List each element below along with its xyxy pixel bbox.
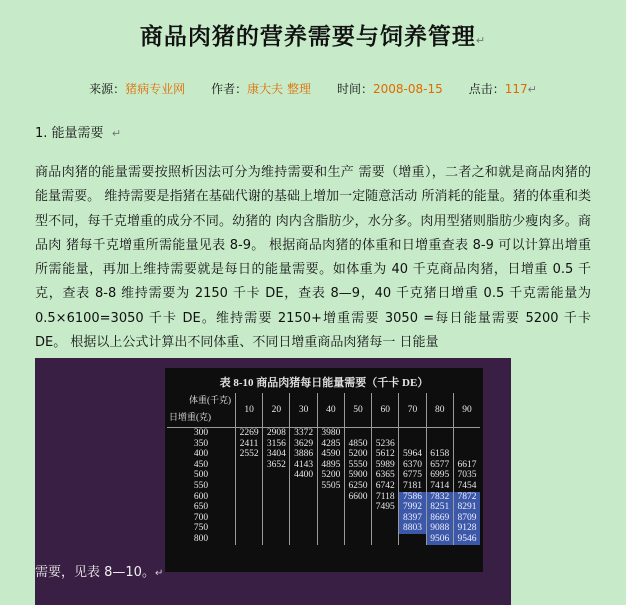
table-column-header: 30 <box>290 393 317 428</box>
table-row <box>167 428 480 439</box>
table-cell: 2908 <box>263 428 290 439</box>
table-row <box>167 439 480 450</box>
section-heading <box>35 122 121 141</box>
table-cell <box>453 428 480 439</box>
table-cell <box>372 428 399 439</box>
table-column-header: 40 <box>317 393 344 428</box>
energy-table <box>167 393 480 545</box>
table-column-header: 70 <box>399 393 426 428</box>
table-cell <box>344 428 371 439</box>
table-cell <box>236 470 263 481</box>
energy-table-image <box>165 368 483 572</box>
corner-gain-label: 日增重(克) <box>169 412 211 423</box>
author-label: 作者： <box>211 82 248 96</box>
table-cell <box>344 534 371 545</box>
table-cell: 6370 <box>399 460 426 471</box>
table-cell: 9506 <box>426 534 453 545</box>
table-cell <box>263 502 290 513</box>
table-cell <box>399 439 426 450</box>
table-column-header: 90 <box>453 393 480 428</box>
table-cell: 5989 <box>372 460 399 471</box>
table-cell: 8397 <box>399 513 426 524</box>
paragraph-mark-icon: ↵ <box>154 568 164 579</box>
table-cell: 3980 <box>317 428 344 439</box>
table-cell <box>263 481 290 492</box>
table-row <box>167 513 480 524</box>
table-cell: 4285 <box>317 439 344 450</box>
time-value: 2008-08-15 <box>373 82 443 96</box>
table-cell <box>236 534 263 545</box>
table-cell: 7586 <box>399 492 426 503</box>
table-cell: 5612 <box>372 449 399 460</box>
footer-text: 需要，见表 8—10。 <box>35 565 155 580</box>
table-cell: 4895 <box>317 460 344 471</box>
table-cell: 4590 <box>317 449 344 460</box>
table-cell: 6365 <box>372 470 399 481</box>
table-cell: 4400 <box>290 470 317 481</box>
time-label: 时间： <box>336 82 373 96</box>
table-cell <box>372 513 399 524</box>
table-cell <box>263 470 290 481</box>
table-row-gain: 600 <box>193 491 209 502</box>
table-cell: 5236 <box>372 439 399 450</box>
author-value: 康大夫 整理 <box>247 82 311 96</box>
table-cell <box>317 523 344 534</box>
table-row-gain: 450 <box>193 459 209 470</box>
paragraph-mark-icon: ↵ <box>527 83 537 96</box>
table-cell <box>399 428 426 439</box>
paragraph-mark-icon: ↵ <box>475 34 487 47</box>
table-cell <box>236 481 263 492</box>
table-cell: 9088 <box>426 523 453 534</box>
table-cell: 4850 <box>344 439 371 450</box>
table-cell: 9546 <box>453 534 480 545</box>
table-cell <box>344 502 371 513</box>
table-cell: 8803 <box>399 523 426 534</box>
table-cell: 3372 <box>290 428 317 439</box>
table-cell: 7992 <box>399 502 426 513</box>
table-cell: 6617 <box>453 460 480 471</box>
table-cell <box>344 523 371 534</box>
article-footer <box>35 561 163 580</box>
table-cell <box>290 492 317 503</box>
article-body: 商品肉猪的能量需要按照析因法可分为维持需要和生产 需要（增重），二者之和就是商品肉猪的能量需要。 维持需要是指猪在基础代谢的基础上增加一定随意活动 所消耗的能量。猪的体重和类型不同，每千克增重的成分不同。幼猪的 肉内含脂肪少，水分多。肉用型猪则脂肪少瘦肉多。商品肉 猪每千克增重所需能量见表 8-9。 根据商品肉猪的体重和日增重查表 8-9 可以计算出增重 所需能量，再加上维持需要就是每日的能量需要。如体重为 40 千克商品肉猪，日增重 0.5 千克，查表 8-8 维持需要为 2150 千卡 DE，查表 8—9，40 千克猪日增重 0.5 千克需能量为 0.5×6100=3050 千卡 DE。维持需要 2150+增重需要 3050 =每日能量需要 5200 千卡 DE。 根据以上公式计算出不同体重、不同日增重商品肉猪每一 日能量 <box>35 165 591 351</box>
table-cell: 5200 <box>317 470 344 481</box>
table-cell: 6742 <box>372 481 399 492</box>
table-row-gain: 800 <box>193 533 209 544</box>
paragraph-mark-icon: ↵ <box>111 127 122 140</box>
table-cell: 7118 <box>372 492 399 503</box>
table-cell <box>372 534 399 545</box>
table-cell <box>290 534 317 545</box>
table-cell: 5550 <box>344 460 371 471</box>
table-cell <box>263 513 290 524</box>
table-row <box>167 481 480 492</box>
table-cell: 2552 <box>236 449 263 460</box>
table-cell: 6775 <box>399 470 426 481</box>
table-cell: 6250 <box>344 481 371 492</box>
article-meta <box>0 80 626 97</box>
table-cell <box>290 513 317 524</box>
table-cell: 6577 <box>426 460 453 471</box>
table-cell <box>263 523 290 534</box>
clicks-label: 点击： <box>468 82 505 96</box>
table-cell: 4143 <box>290 460 317 471</box>
table-cell: 6995 <box>426 470 453 481</box>
table-cell <box>236 502 263 513</box>
table-cell: 5964 <box>399 449 426 460</box>
table-cell <box>263 534 290 545</box>
section-heading-text: 1. 能量需要 <box>35 126 104 141</box>
table-row-gain: 350 <box>193 438 209 449</box>
table-cell: 6600 <box>344 492 371 503</box>
table-cell <box>372 523 399 534</box>
article-title <box>0 18 626 51</box>
table-cell: 8709 <box>453 513 480 524</box>
table-cell <box>290 481 317 492</box>
table-row-gain: 700 <box>193 512 209 523</box>
table-cell: 5200 <box>344 449 371 460</box>
table-cell: 7832 <box>426 492 453 503</box>
table-cell: 3629 <box>290 439 317 450</box>
corner-weight-label: 体重(千克) <box>189 395 231 405</box>
table-cell: 2411 <box>236 439 263 450</box>
table-cell: 7454 <box>453 481 480 492</box>
table-caption: 表 8-10 商品肉猪每日能量需要（千卡 DE） <box>219 377 429 389</box>
table-cell: 9128 <box>453 523 480 534</box>
table-column-header: 80 <box>426 393 453 428</box>
table-column-header: 10 <box>236 393 263 428</box>
table-row-gain: 400 <box>193 449 209 460</box>
table-column-header: 60 <box>372 393 399 428</box>
table-cell: 8291 <box>453 502 480 513</box>
table-row <box>167 502 480 513</box>
table-row <box>167 449 480 460</box>
table-cell <box>290 502 317 513</box>
table-cell: 7872 <box>453 492 480 503</box>
table-cell <box>344 513 371 524</box>
table-cell <box>290 523 317 534</box>
table-cell <box>453 439 480 450</box>
article-title-text: 商品肉猪的营养需要与饲养管理 <box>139 24 476 50</box>
table-cell: 7181 <box>399 481 426 492</box>
table-row <box>167 492 480 503</box>
table-cell <box>317 534 344 545</box>
table-cell <box>399 534 426 545</box>
table-cell <box>317 492 344 503</box>
clicks-value: 117 <box>504 82 528 96</box>
table-column-header: 50 <box>344 393 371 428</box>
table-cell <box>236 523 263 534</box>
table-cell: 3886 <box>290 449 317 460</box>
table-row <box>167 470 480 481</box>
table-row-gain: 750 <box>193 523 209 534</box>
table-row-gain: 650 <box>193 502 209 513</box>
table-cell: 5505 <box>317 481 344 492</box>
table-cell: 3156 <box>263 439 290 450</box>
table-cell: 8251 <box>426 502 453 513</box>
table-row <box>167 523 480 534</box>
table-cell <box>317 502 344 513</box>
table-cell: 2269 <box>236 428 263 439</box>
table-corner-header <box>167 393 236 428</box>
table-column-header: 20 <box>263 393 290 428</box>
table-cell: 6158 <box>426 449 453 460</box>
table-row <box>167 534 480 545</box>
table-cell: 3404 <box>263 449 290 460</box>
table-row-gain: 500 <box>193 470 209 481</box>
table-cell <box>263 492 290 503</box>
source-label: 来源： <box>89 82 126 96</box>
table-row-gain: 300 <box>193 428 209 438</box>
table-cell <box>453 449 480 460</box>
table-cell: 7035 <box>453 470 480 481</box>
table-row-gain: 550 <box>193 480 209 491</box>
table-cell <box>236 513 263 524</box>
table-cell <box>426 428 453 439</box>
table-cell: 7495 <box>372 502 399 513</box>
table-cell <box>236 492 263 503</box>
table-cell <box>317 513 344 524</box>
table-cell <box>426 439 453 450</box>
table-cell: 3652 <box>263 460 290 471</box>
table-row <box>167 460 480 471</box>
table-cell: 7414 <box>426 481 453 492</box>
table-cell <box>236 460 263 471</box>
source-link[interactable]: 猪病专业网 <box>125 82 186 96</box>
table-cell: 5900 <box>344 470 371 481</box>
table-cell: 8669 <box>426 513 453 524</box>
